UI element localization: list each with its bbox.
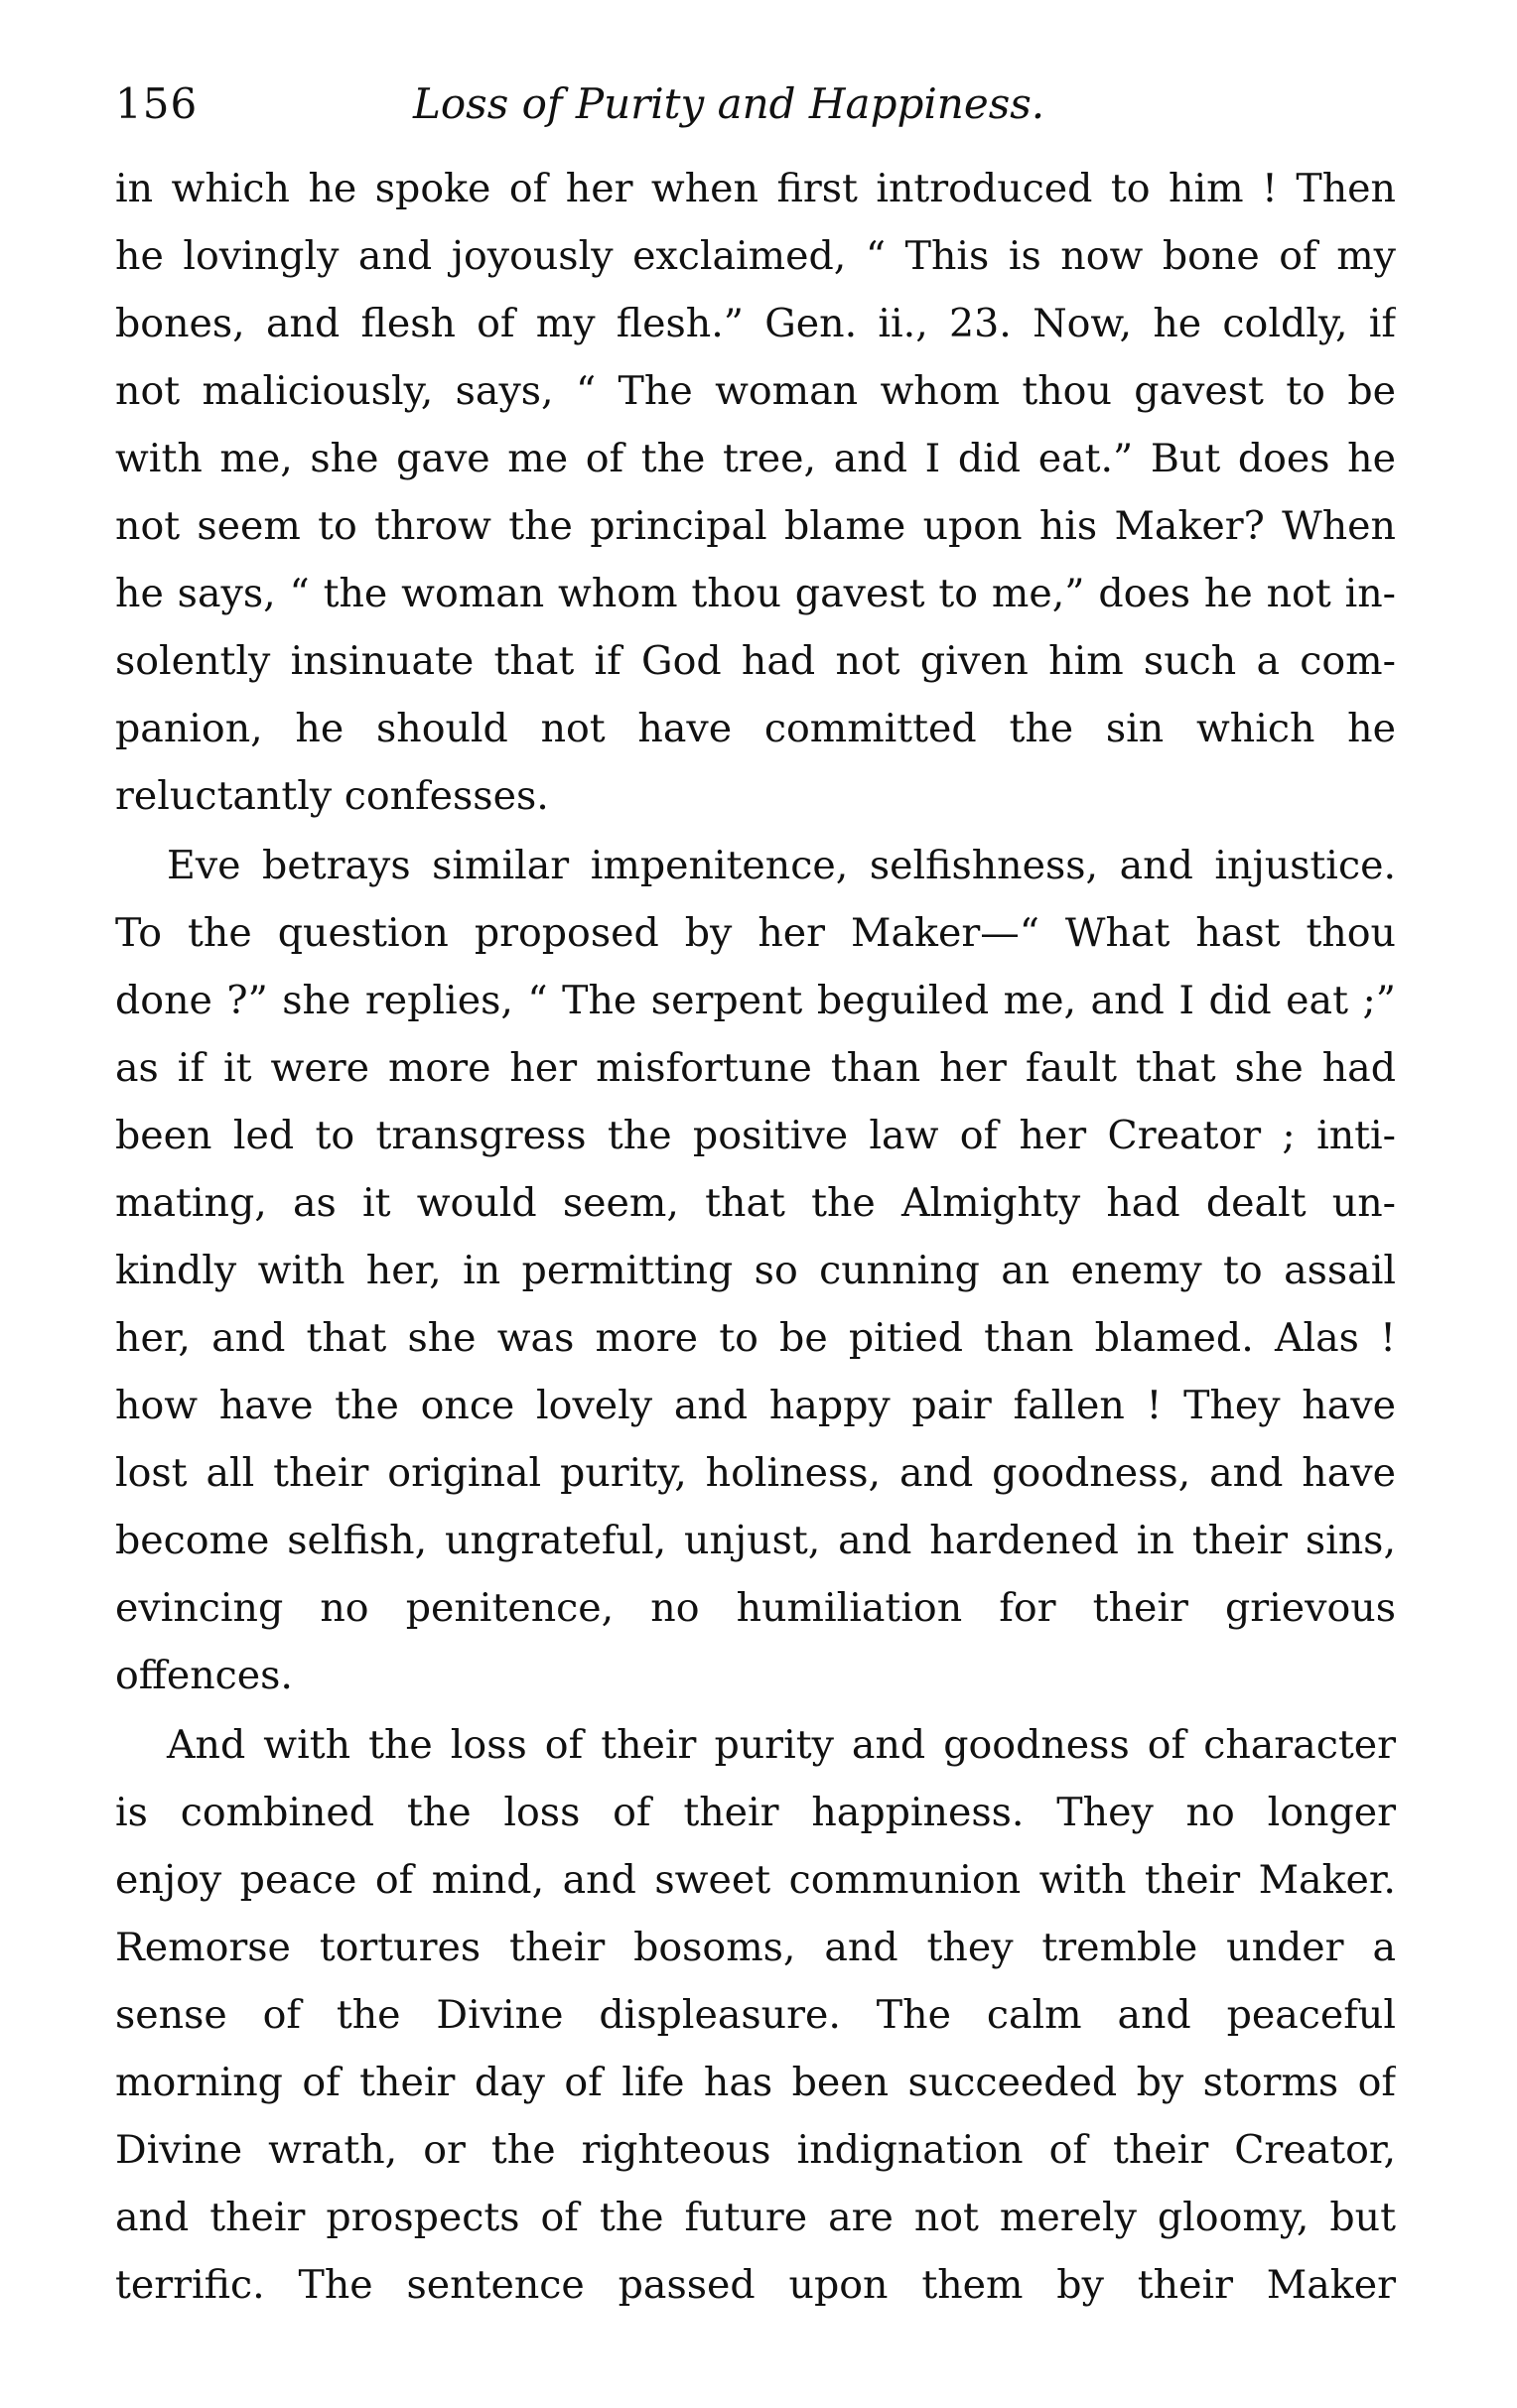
text-line: reluctantly confesses. — [115, 773, 549, 819]
text-line: not seem to throw the principal blame upon his Maker? When — [115, 503, 1396, 549]
text-line: her, and that she was more to be pitied than blamed. Alas ! — [115, 1315, 1396, 1361]
text-line: lost all their original purity, holiness, and goodness, and have — [115, 1450, 1396, 1496]
page-number: 156 — [115, 79, 199, 128]
text-line: And with the loss of their purity and goodness of character — [167, 1722, 1396, 1768]
text-line: he lovingly and joyously exclaimed, “ This is now bone of my — [115, 233, 1396, 279]
text-line: To the question proposed by her Maker—“ What hast thou — [115, 910, 1396, 956]
text-line: with me, she gave me of the tree, and I did eat.” But does he — [115, 436, 1396, 481]
text-line: in which he spoke of her when first introduced to him ! Then — [115, 166, 1396, 211]
text-line: mating, as it would seem, that the Almighty had dealt un- — [115, 1180, 1396, 1226]
paragraph — [115, 155, 1396, 830]
text-line: is combined the loss of their happiness. They no longer — [115, 1790, 1396, 1835]
text-line: evincing no penitence, no humiliation for their grievous — [115, 1585, 1396, 1631]
text-line: solently insinuate that if God had not given him such a com- — [115, 638, 1396, 684]
text-line: panion, he should not have committed the sin which he — [115, 706, 1396, 751]
text-line: as if it were more her misfortune than her fault that she had — [115, 1045, 1396, 1091]
text-line: Divine wrath, or the righteous indignation of their Creator, — [115, 2127, 1396, 2173]
text-line: he says, “ the woman whom thou gavest to me,” does he not in- — [115, 571, 1396, 616]
text-line: kindly with her, in permitting so cunning an enemy to assail — [115, 1248, 1396, 1293]
paragraph — [115, 832, 1396, 1709]
book-page — [115, 69, 1396, 2321]
text-line: sense of the Divine displeasure. The calm and peaceful — [115, 1992, 1396, 2038]
running-head — [115, 69, 1396, 139]
text-line: terrific. The sentence passed upon them by their Maker — [115, 2262, 1396, 2308]
text-line: morning of their day of life has been succeeded by storms of — [115, 2060, 1396, 2105]
text-line: been led to transgress the positive law of her Creator ; inti- — [115, 1113, 1396, 1158]
text-line: how have the once lovely and happy pair fallen ! They have — [115, 1383, 1396, 1428]
paragraph — [115, 1711, 1396, 2319]
text-line: enjoy peace of mind, and sweet communion with their Maker. — [115, 1857, 1396, 1903]
text-line: Eve betrays similar impenitence, selfishness, and injustice. — [167, 843, 1396, 888]
text-line: and their prospects of the future are not merely gloomy, but — [115, 2195, 1396, 2240]
running-title: Loss of Purity and Happiness. — [413, 79, 1045, 128]
text-line: not maliciously, says, “ The woman whom thou gavest to be — [115, 368, 1396, 414]
text-line: bones, and flesh of my flesh.” Gen. ii., 23. Now, he coldly, if — [115, 301, 1396, 346]
text-line: offences. — [115, 1653, 293, 1698]
text-line: done ?” she replies, “ The serpent beguiled me, and I did eat ;” — [115, 978, 1396, 1023]
text-line: become selfish, ungrateful, unjust, and hardened in their sins, — [115, 1518, 1396, 1563]
body-text — [115, 155, 1396, 2319]
text-line: Remorse tortures their bosoms, and they tremble under a — [115, 1925, 1396, 1970]
